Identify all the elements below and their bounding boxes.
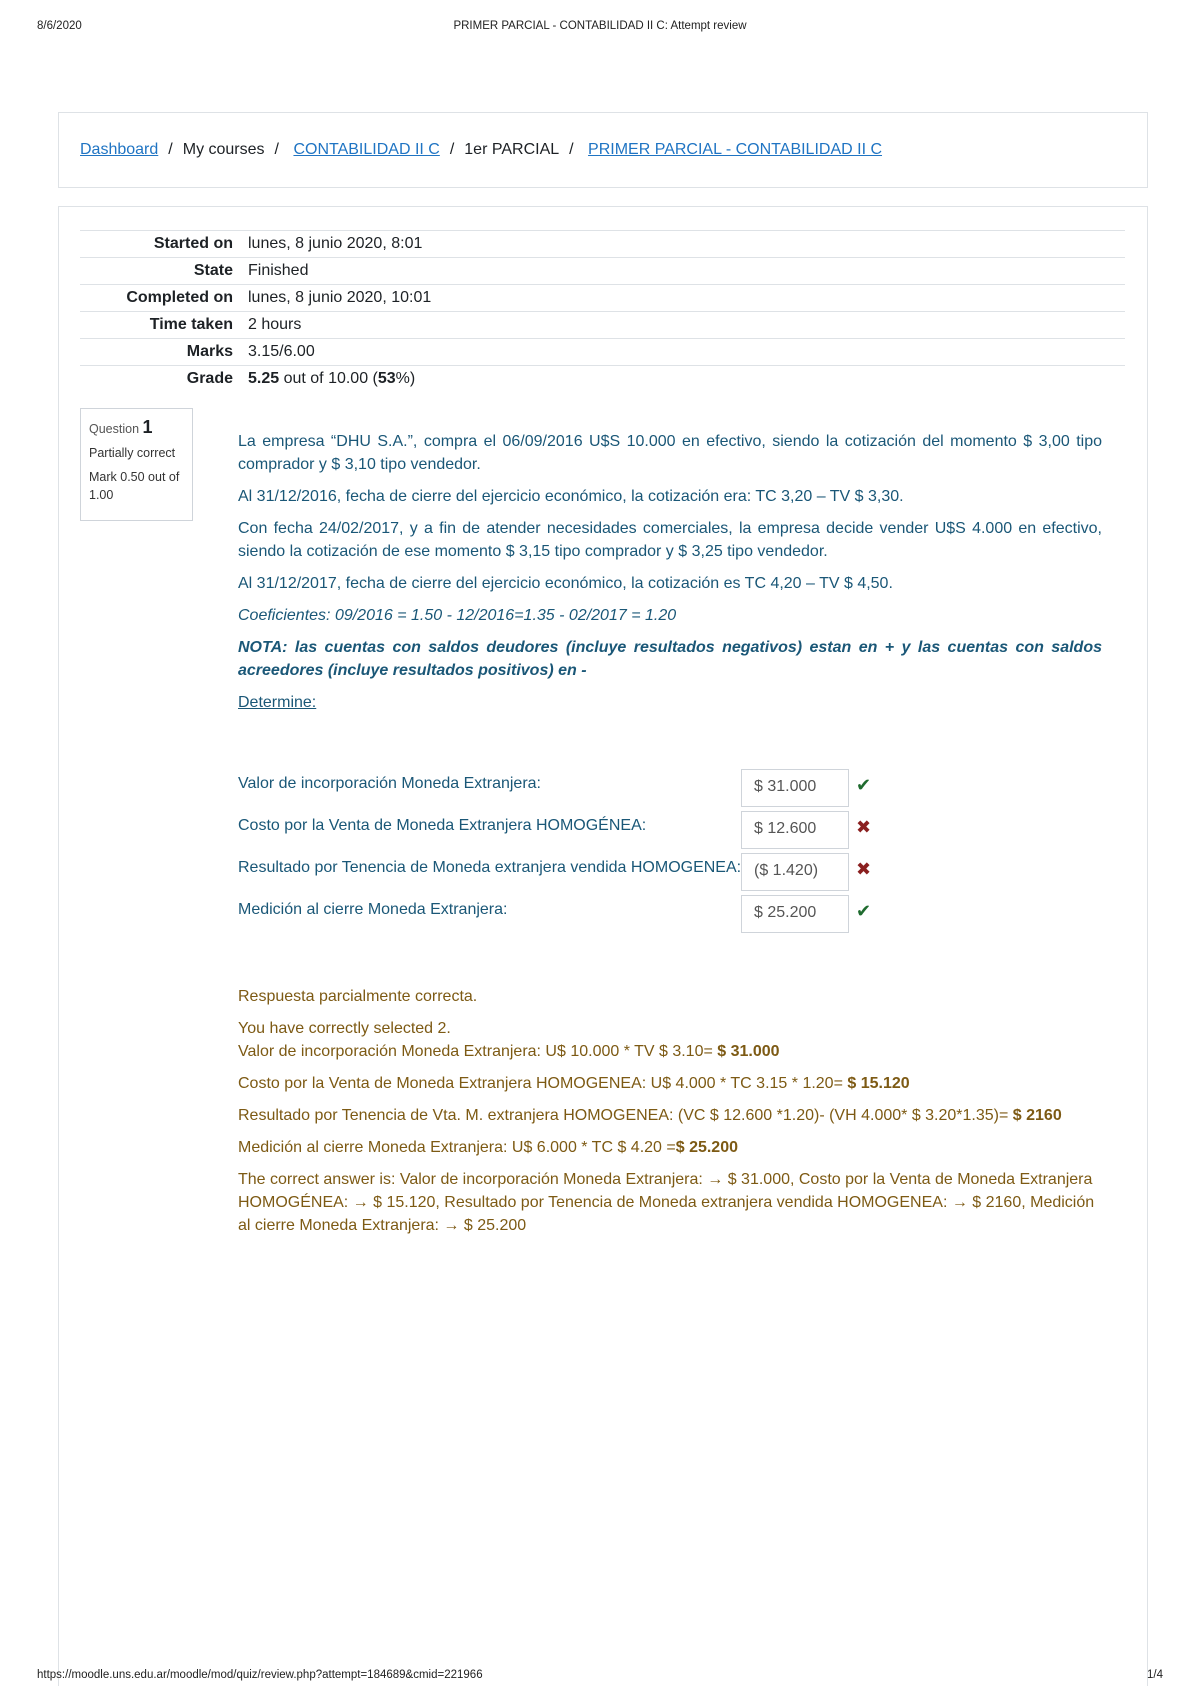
breadcrumb [80,141,882,159]
feedback-status: Respuesta parcialmente correcta. [238,988,478,1005]
feedback-line [238,1040,1108,1063]
breadcrumb-dashboard-link[interactable]: Dashboard [80,141,159,158]
question-text [238,430,1102,723]
breadcrumb-course-link[interactable]: CONTABILIDAD II C [293,141,440,158]
feedback-line [238,1104,1108,1127]
question-feedback [238,985,1108,1246]
question-paragraph: La empresa “DHU S.A.”, compra el 06/09/2016 U$S 10.000 en efectivo, siendo la cotización del momento $ 3,00 tipo comprador y $ 3,10 tipo vendedor. [238,433,1102,473]
feedback-line [238,1136,1108,1159]
question-determine: Determine: [238,694,317,711]
match-row [238,811,1118,849]
summary-label: State [193,262,233,279]
summary-value: lunes, 8 junio 2020, 8:01 [248,235,423,252]
print-url: https://moodle.uns.edu.ar/moodle/mod/quiz/review.php?attempt=184689&cmid=221966 [37,1669,483,1681]
question-info-box [80,408,193,521]
grade-suffix: %) [395,370,416,387]
feedback-line-text: Medición al cierre Moneda Extranjera: U$ 6.000 * TC $ 4.20 = [238,1139,676,1156]
question-determine-wrapper [238,691,1102,714]
summary-row-marks [80,339,1125,366]
question-paragraph: Al 31/12/2016, fecha de cierre del ejercicio económico, la cotización era: TC 3,20 – TV $ 3,30. [238,488,904,505]
question-prefix: Question [89,422,143,436]
summary-row-completed [80,285,1125,312]
summary-label: Grade [186,370,233,387]
feedback-selected: You have correctly selected 2. [238,1020,451,1037]
cross-icon: ✖ [856,817,872,837]
summary-row-state [80,258,1125,285]
check-icon: ✔ [856,775,872,795]
question-grade: Mark 0.50 out of 1.00 [89,470,180,502]
print-date: 8/6/2020 [37,20,82,32]
question-paragraph: Al 31/12/2017, fecha de cierre del ejercicio económico, la cotización es TC 4,20 – TV $ 4,50. [238,575,893,592]
check-icon: ✔ [856,901,872,921]
summary-value: 2 hours [248,316,302,333]
match-answer-select[interactable]: ($ 1.420) [741,853,849,891]
feedback-line [238,1072,1108,1095]
grade-score: 5.25 [248,370,280,387]
feedback-line-value: $ 15.120 [847,1075,910,1092]
question-coefficients: Coeficientes: 09/2016 = 1.50 - 12/2016=1.35 - 02/2017 = 1.20 [238,607,677,624]
match-answer-select[interactable]: $ 31.000 [741,769,849,807]
match-label: Medición al cierre Moneda Extranjera: [238,901,508,918]
summary-value: 3.15/6.00 [248,343,315,360]
feedback-line-value: $ 2160 [1012,1107,1062,1124]
feedback-line-text: Resultado por Tenencia de Vta. M. extranjera HOMOGENEA: (VC $ 12.600 *1.20)- (VH 4.000* $ 3.20*1.35)= [238,1107,1013,1124]
cross-icon: ✖ [856,859,872,879]
breadcrumb-section: 1er PARCIAL [464,141,560,158]
breadcrumb-separator: / [449,141,455,158]
summary-value: Finished [248,262,309,279]
feedback-correct-answer: The correct answer is: Valor de incorporación Moneda Extranjera: → $ 31.000, Costo por la Venta de Moneda Extranjera HOMOGÉNEA: → $ 15.120, Resultado por Tenencia de Moneda extranjera vendida HOMOGENEA: → $ 2160, Medición al cierre Moneda Extranjera: → $ 25.200 [238,1171,1095,1234]
summary-label: Marks [186,343,233,360]
question-paragraph: Con fecha 24/02/2017, y a fin de atender necesidades comerciales, la empresa decide vender U$S 4.000 en efectivo, siendo la cotización de ese momento $ 3,15 tipo comprador y $ 3,25 tipo vendedor. [238,520,1102,560]
print-title: PRIMER PARCIAL - CONTABILIDAD II C: Attempt review [453,20,747,32]
match-row [238,853,1118,891]
match-row [238,895,1118,933]
match-answer-select[interactable]: $ 12.600 [741,811,849,849]
question-state: Partially correct [89,446,176,460]
summary-label: Time taken [149,316,233,333]
main-content-region [58,206,1148,1686]
feedback-line-value: $ 25.200 [675,1139,738,1156]
breadcrumb-separator: / [569,141,574,158]
print-page-number: 1/4 [1147,1669,1163,1681]
summary-value: lunes, 8 junio 2020, 10:01 [248,289,432,306]
breadcrumb-container [58,112,1148,188]
feedback-line-text: Costo por la Venta de Moneda Extranjera HOMOGENEA: U$ 4.000 * TC 3.15 * 1.20= [238,1075,848,1092]
feedback-line-text: Valor de incorporación Moneda Extranjera: U$ 10.000 * TV $ 3.10= [238,1043,718,1060]
match-label: Resultado por Tenencia de Moneda extranjera vendida HOMOGENEA: [238,859,742,876]
breadcrumb-quiz-link[interactable]: PRIMER PARCIAL - CONTABILIDAD II C [588,141,883,158]
grade-percent: 53 [377,370,396,387]
summary-row-grade [80,366,1125,393]
attempt-summary-table [80,230,1125,392]
breadcrumb-my-courses: My courses [182,141,265,158]
question-nota: NOTA: las cuentas con saldos deudores (incluye resultados negativos) estan en + y las cuentas con saldos acreedores (incluye resultados positivos) en - [238,639,1102,679]
grade-out-of: out of 10.00 ( [279,370,378,387]
match-answer-select[interactable]: $ 25.200 [741,895,849,933]
match-row [238,769,1118,807]
print-header [0,20,1200,36]
question-number [89,417,184,438]
summary-label: Started on [153,235,233,252]
match-label: Valor de incorporación Moneda Extranjera: [238,775,541,792]
feedback-line-value: $ 31.000 [717,1043,780,1060]
match-label: Costo por la Venta de Moneda Extranjera HOMOGÉNEA: [238,817,647,834]
summary-label: Completed on [126,289,233,306]
breadcrumb-separator: / [168,141,173,158]
summary-row-started [80,231,1125,258]
question-number-value: 1 [142,417,153,437]
summary-value [248,366,1125,393]
summary-row-time-taken [80,312,1125,339]
breadcrumb-separator: / [274,141,279,158]
